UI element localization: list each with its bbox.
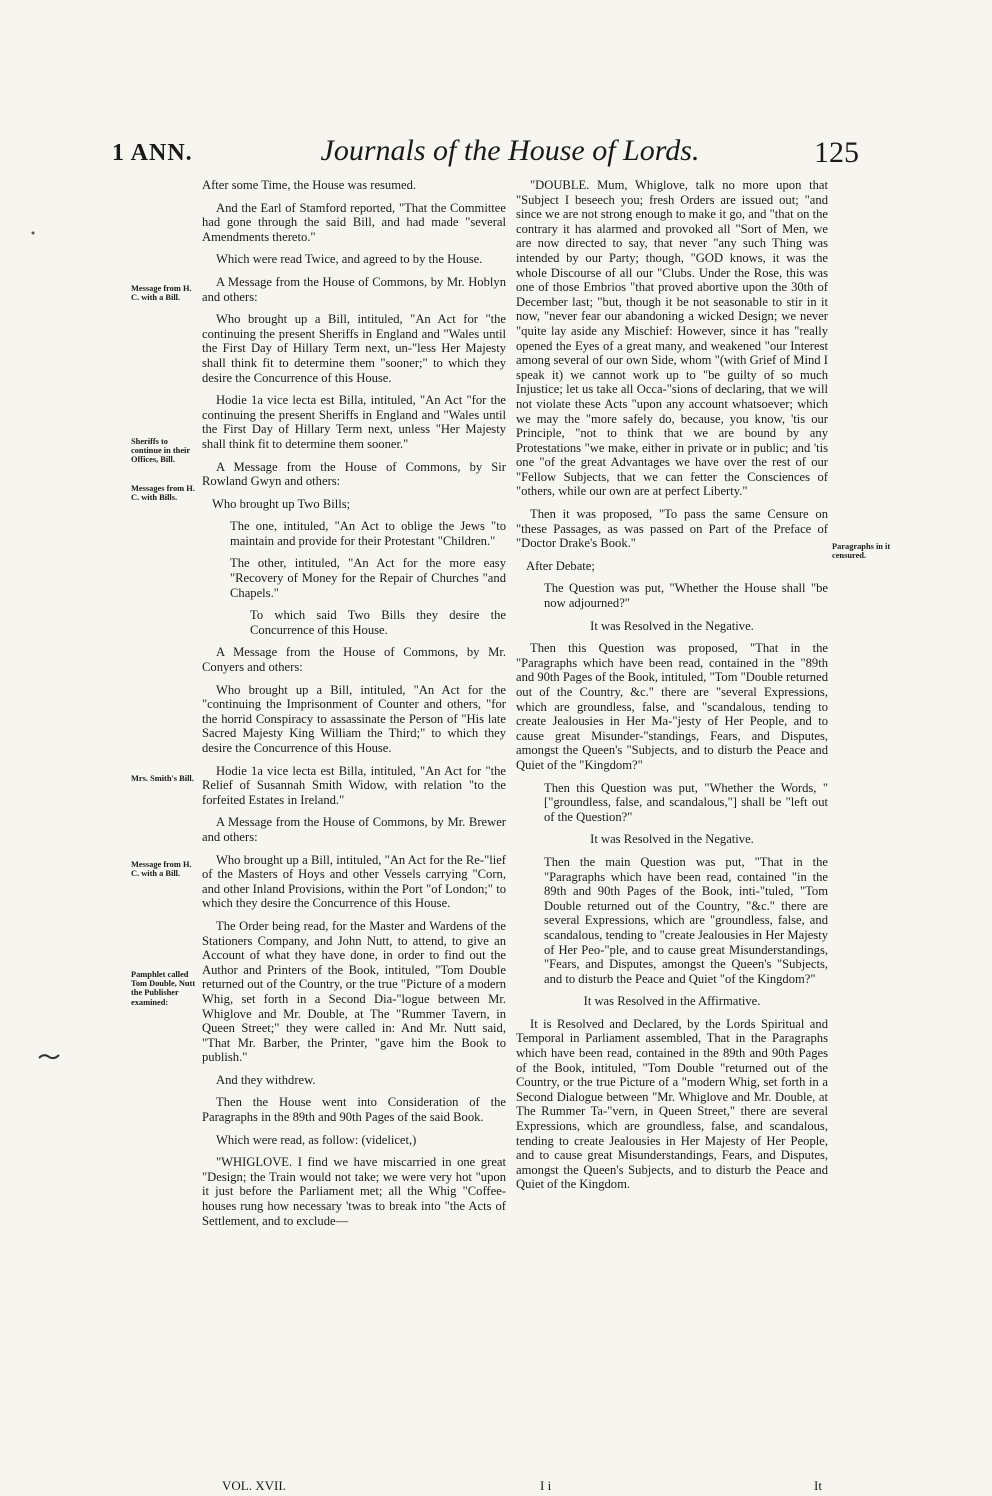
margin-note-paragraphs: Paragraphs in it censured. [832, 542, 891, 561]
ink-mark [38, 1051, 60, 1063]
paragraph: After some Time, the House was resumed. [202, 178, 417, 192]
paragraph: The one, intituled, "An Act to oblige the Jews "to maintain and provide for their Protestant "Children." [230, 519, 506, 548]
margin-note-pamphlet: Pamphlet called Tom Double, Nutt the Publisher examined: [131, 970, 196, 1007]
paragraph: It was Resolved in the Negative. [590, 618, 754, 633]
paragraph: Then it was proposed, "To pass the same Censure on "these Passages, as was passed on Part of the Preface of "Doctor Drake's Book." [516, 507, 828, 551]
paragraph: Then this Question was proposed, "That in the "Paragraphs which have been read, contained in the "89th and 90th Pages of the Book, intituled, "Tom "Double returned out of the Country, &c." there are "several Expressions, which are groundless, false, and "scandalous, tending to create Jealousies in Her Ma-"jesty of Her People, and to cause great Misunder-"standings, Fears, and Disputes, amongst the Queen's "Subjects, and to disturb the Peace and Quiet of the "Kingdom?" [516, 641, 828, 772]
paragraph: Who brought up Two Bills; [212, 496, 351, 511]
regnal-year: 1 ANN. [112, 140, 193, 166]
page-number: 125 [814, 136, 859, 169]
paragraph: A Message from the House of Commons, by Mr. Brewer and others: [202, 815, 506, 844]
paragraph: "DOUBLE. Mum, Whiglove, talk no more upon that "Subject I beseech you; fresh Orders are issued out; "and since we are not strong enough to make it go, and "that on the contrary it has alarmed and provoked all "Sort of Men, we are now directed to say, that never "any such Thing was intended by our Party; though, "GOD knows, it was the whole Discourse of all our "Clubs. Under the Rose, this was one of those Embrios "that proved abortive upon the 30th of December last; "but, though it be not seasonable to stir in it now, "never fear our abandoning a wicked Design; we never "quite lay aside any Mischief: However, since it has "really opened the Eyes of a great many, and weakened "our Interest among several of our own Side, whom "(with Grief of Mind I speak it) we cannot work up to "be guilty of so much Injustice; let us take all Occa-"sions of declaring, that we will not violate these Acts "upon any account whatsoever; which we may the "more safely do, because, you know, 'tis our Principle, "not to think that we are bound by any Protestations "we make, either in private or in public; and 'tis one "of the great Advantages we have over the rest of our "Fellow Subjects, that we can fetter the Consciences of "others, while our own are at perfect Liberty." [516, 178, 828, 499]
paragraph: It was Resolved in the Negative. [590, 832, 754, 847]
paragraph: The Order being read, for the Master and Wardens of the Stationers Company, and John Nutt, to attend, to give an Account of what they have done, in order to find out the Author and Printers of the Book, intituled, "Tom Double returned out of the Country, or the true "Picture of a modern Whig, set forth in a Second Dia-"logue between Mr. Whiglove and Mr. Double, at The "Rummer Tavern, in Queen Street;" they were called in: And Mr. Nutt said, "That Mr. Barber, the Printer, "gave him the Book to publish." [202, 918, 506, 1065]
paragraph: Hodie 1a vice lecta est Billa, intituled, "An Act "for the continuing the present Sheriffs in England and "Wales until the First Day of Hillary Term next, unless "Her Majesty shall think fit to determine them sooner." [202, 393, 506, 451]
paragraph: To which said Two Bills they desire the Concurrence of this House. [250, 608, 506, 637]
paragraph: The Question was put, "Whether the House shall "be now adjourned?" [544, 581, 828, 611]
paragraph: And they withdrew. [216, 1072, 316, 1087]
margin-note-message-3: Message from H. C. with a Bill. [131, 860, 192, 879]
paragraph: Who brought up a Bill, intituled, "An Act for the "continuing the Imprisonment of Counter and others, "for the horrid Conspiracy to assassinate the Person of "His late Sacred Majesty King William the Third;" to which they desire the Concurrence of this House. [202, 682, 506, 755]
paragraph: Hodie 1a vice lecta est Billa, intituled, "An Act for "the Relief of Susannah Smith Widow, with relation "to the forfeited Estates in Ireland." [202, 763, 506, 807]
paragraph: It was Resolved in the Affirmative. [583, 994, 761, 1009]
ink-dot [30, 230, 36, 236]
paragraph: Then the main Question was put, "That in the "Paragraphs which have been read, contained "in the 89th and 90th Pages of the Book, inti-"tuled, "Tom Double returned out of the Country, "&c." there are several Expressions, which are "groundless, false, and scandalous, tending to "create Jealousies in Her Majesty of Her Peo-"ple, and to cause great Misunderstandings, "Fears, and Disputes, amongst the Queen's "Subjects, and to disturb the Peace and Quiet "of the Kingdom?" [544, 854, 828, 986]
paragraph: A Message from the House of Commons, by Sir Rowland Gwyn and others: [202, 459, 506, 489]
paragraph: "WHIGLOVE. I find we have miscarried in one great "Design; the Train would not take; we were very hot "upon it just before the Parliament met; all the Whig "Coffee-houses rung how necessary 'twas to break into "the Acts of Settlement, and to exclude— [202, 1155, 506, 1228]
paragraph: After Debate; [526, 558, 595, 573]
signature-mark: I i [540, 1478, 552, 1493]
paragraph: And the Earl of Stamford reported, "That the Committee had gone through the said Bill, and had made "several Amendments thereto." [202, 200, 506, 244]
margin-note-message-1: Message from H. C. with a Bill. [131, 284, 192, 303]
margin-note-smith: Mrs. Smith's Bill. [131, 774, 194, 783]
margin-note-sheriffs: Sheriffs to continue in their Offices, Bill. [131, 437, 190, 465]
paragraph: Which were read Twice, and agreed to by the House. [216, 252, 483, 267]
paragraph: Who brought up a Bill, intituled, "An Act for "the continuing the present Sheriffs in England and "Wales until the First Day of Hillary Term next, un-"less Her Majesty shall think fit to determine them "sooner;" to which they desire the Concurrence of this House. [202, 312, 506, 385]
paragraph: The other, intituled, "An Act for the more easy "Recovery of Money for the Repair of Churches "and Chapels." [230, 556, 506, 600]
left-column [202, 178, 506, 1236]
paragraph: Who brought up a Bill, intituled, "An Act for the Re-"lief of the Masters of Hoys and other Vessels carrying "Corn, and other Inland Provisions, within the Port "of London;" to which they desire the Concurrence of this House. [202, 852, 506, 911]
margin-note-messages-2: Messages from H. C. with Bills. [131, 484, 195, 503]
paragraph: A Message from the House of Commons, by Mr. Hoblyn and others: [202, 274, 506, 304]
paragraph: Then the House went into Consideration of the Paragraphs in the 89th and 90th Pages of the said Book. [202, 1095, 506, 1125]
paragraph: A Message from the House of Commons, by Mr. Conyers and others: [202, 645, 506, 675]
running-title: Journals of the House of Lords. [320, 134, 700, 167]
right-column [516, 178, 828, 1200]
paragraph: It is Resolved and Declared, by the Lords Spiritual and Temporal in Parliament assembled, That in the Paragraphs which have been read, contained in the 89th and 90th Pages of the Book, intituled, "Tom Double "returned out of the Country, or the true Picture of a "modern Whig, set forth in a Second Dialogue between "Mr. Whiglove and Mr. Double, at The Rummer Ta-"vern, in Queen Street," there are several Expressions, which are groundless, false, and scandalous, tending to create Jealousies in Her Majesty of Her People, and to cause great Misunderstandings, Fears, and Disputes, amongst the Queen's Subjects, and to disturb the Peace and Quiet of the Kingdom. [516, 1016, 828, 1192]
volume-footer: VOL. XVII. [222, 1478, 286, 1493]
paragraph: Which were read, as follow: (videlicet,) [216, 1132, 417, 1147]
paragraph: Then this Question was put, "Whether the Words, "["groundless, false, and scandalous,"] shall be "left out of the Question?" [544, 780, 828, 824]
catchword: It [814, 1478, 822, 1493]
